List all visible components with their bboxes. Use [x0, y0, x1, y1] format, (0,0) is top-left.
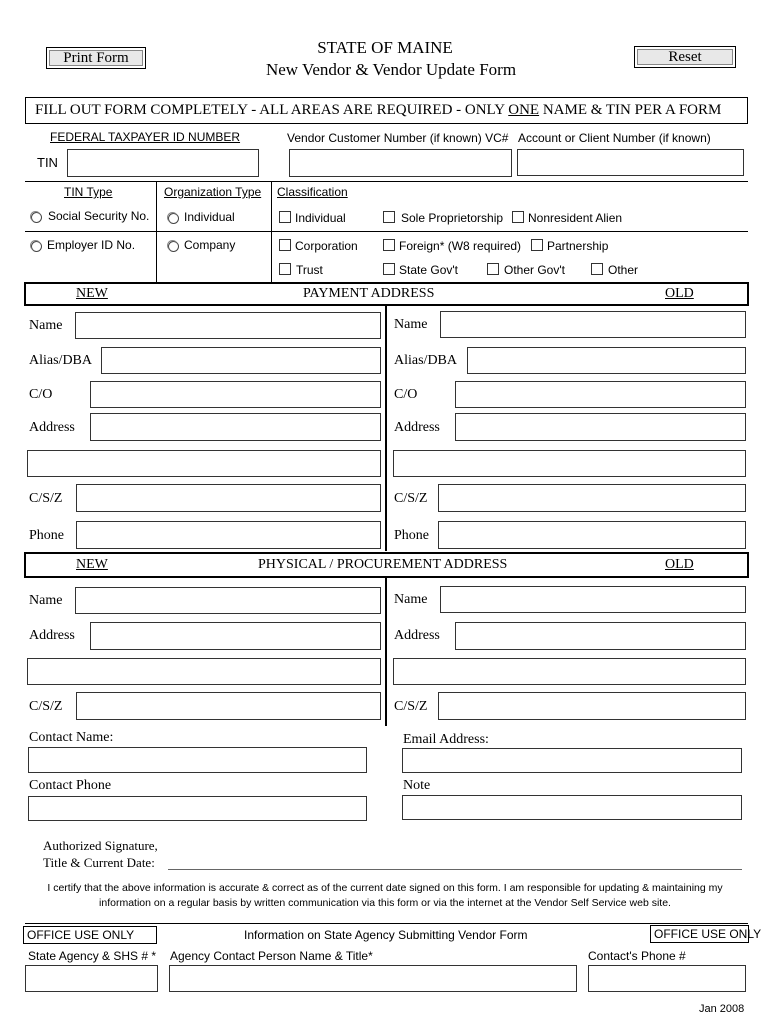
label-nonresident-alien: Nonresident Alien: [528, 211, 623, 225]
payment-new-csz-label: C/S/Z: [29, 491, 63, 506]
office-divider: [25, 923, 748, 924]
label-corporation: Corporation: [295, 239, 358, 253]
payment-new-address-input-1[interactable]: [90, 413, 381, 441]
label-partnership: Partnership: [547, 239, 609, 253]
vendor-customer-label: Vendor Customer Number (if known) VC#: [287, 131, 509, 145]
divider-vertical-2: [271, 181, 272, 283]
checkbox-nonresident-alien[interactable]: [512, 211, 524, 223]
divider-tin-middle: [25, 231, 748, 232]
checkbox-partnership[interactable]: [531, 239, 543, 251]
checkbox-state-gov[interactable]: [383, 263, 395, 275]
checkbox-corporation[interactable]: [279, 239, 291, 251]
authorized-signature-label: Authorized Signature,: [43, 838, 158, 853]
checkbox-class-individual[interactable]: [279, 211, 291, 223]
physical-new-label: NEW: [76, 557, 108, 572]
email-address-input[interactable]: [402, 748, 742, 773]
label-sole-proprietorship: Sole Proprietorship: [401, 211, 504, 225]
tin-input[interactable]: [67, 149, 259, 177]
physical-new-name-input[interactable]: [75, 587, 381, 614]
checkbox-sole-proprietorship[interactable]: [383, 211, 395, 223]
payment-old-csz-input[interactable]: [438, 484, 746, 512]
instructions-one: ONE: [508, 102, 540, 118]
state-agency-input[interactable]: [25, 965, 158, 992]
label-other-gov: Other Gov't: [504, 263, 565, 277]
label-social-security: Social Security No.: [48, 209, 150, 223]
payment-new-alias-input[interactable]: [101, 347, 381, 374]
instructions-part3: NAME & TIN PER A FORM: [539, 102, 722, 118]
physical-center-divider: [385, 578, 387, 726]
divider-vertical-1: [156, 181, 157, 283]
tin-label: TIN: [37, 155, 58, 170]
contacts-phone-input[interactable]: [588, 965, 746, 992]
payment-old-name-input[interactable]: [440, 311, 746, 338]
email-address-label: Email Address:: [403, 732, 489, 747]
signature-line: [168, 869, 742, 870]
physical-new-address-input-1[interactable]: [90, 622, 381, 650]
account-client-number-input[interactable]: [517, 149, 744, 176]
label-trust: Trust: [296, 263, 323, 277]
payment-old-co-label: C/O: [394, 387, 418, 402]
payment-old-phone-input[interactable]: [438, 521, 746, 549]
contact-phone-input[interactable]: [28, 796, 367, 821]
office-use-left-label: OFFICE USE ONLY: [27, 928, 135, 942]
checkbox-trust[interactable]: [279, 263, 291, 275]
federal-taxpayer-label: FEDERAL TAXPAYER ID NUMBER: [50, 130, 241, 144]
label-foreign: Foreign* (W8 required): [399, 239, 522, 253]
radio-employer-id[interactable]: [31, 241, 42, 252]
physical-new-address-input-2[interactable]: [27, 658, 381, 685]
form-revision-date: Jan 2008: [699, 1003, 745, 1015]
office-use-right-label: OFFICE USE ONLY: [654, 927, 762, 941]
physical-old-name-input[interactable]: [440, 586, 746, 613]
checkbox-foreign[interactable]: [383, 239, 395, 251]
payment-new-co-label: C/O: [29, 387, 53, 402]
vendor-customer-number-input[interactable]: [289, 149, 512, 177]
physical-old-label: OLD: [665, 557, 694, 572]
physical-new-name-label: Name: [29, 593, 63, 608]
physical-old-name-label: Name: [394, 592, 428, 607]
contact-name-input[interactable]: [28, 747, 367, 773]
divider-tin-top: [25, 181, 748, 182]
payment-new-name-input[interactable]: [75, 312, 381, 339]
payment-new-address-label: Address: [29, 420, 75, 435]
label-other: Other: [608, 263, 639, 277]
payment-old-co-input[interactable]: [455, 381, 746, 408]
label-state-gov: State Gov't: [399, 263, 458, 277]
agency-info-title: Information on State Agency Submitting Vendor Form: [244, 928, 528, 942]
agency-contact-person-input[interactable]: [169, 965, 577, 992]
physical-old-address-input-2[interactable]: [393, 658, 746, 685]
physical-new-csz-label: C/S/Z: [29, 699, 63, 714]
contacts-phone-label: Contact's Phone #: [588, 949, 686, 963]
payment-old-address-label: Address: [394, 420, 440, 435]
contact-phone-label: Contact Phone: [29, 778, 112, 793]
label-org-company: Company: [184, 238, 236, 252]
instructions-text: [35, 102, 721, 119]
label-class-individual: Individual: [295, 211, 346, 225]
instructions-part1: FILL OUT FORM COMPLETELY - ALL AREAS ARE REQUIRED - ONLY: [35, 102, 509, 118]
tin-type-heading: TIN Type: [64, 185, 113, 199]
radio-org-company[interactable]: [168, 241, 179, 252]
reset-button-label: Reset: [637, 49, 733, 65]
checkbox-other-gov[interactable]: [487, 263, 499, 275]
form-title-state: STATE OF MAINE: [317, 38, 453, 57]
payment-old-csz-label: C/S/Z: [394, 491, 428, 506]
payment-old-alias-label: Alias/DBA: [394, 353, 457, 368]
form-title-name: New Vendor & Vendor Update Form: [265, 60, 517, 79]
organization-type-heading: Organization Type: [164, 185, 262, 199]
payment-center-divider: [385, 306, 387, 551]
payment-new-phone-input[interactable]: [76, 521, 381, 549]
payment-old-phone-label: Phone: [394, 528, 429, 543]
label-org-individual: Individual: [184, 210, 235, 224]
note-label: Note: [403, 778, 431, 793]
payment-new-csz-input[interactable]: [76, 484, 381, 512]
payment-new-co-input[interactable]: [90, 381, 381, 408]
certification-line1: I certify that the above information is accurate & correct as of the current date signed on this form. I am responsible for updating & maintaining my: [47, 882, 723, 894]
payment-old-address-input-2[interactable]: [393, 450, 746, 477]
payment-old-address-input-1[interactable]: [455, 413, 746, 441]
signature-input[interactable]: [168, 848, 742, 869]
radio-social-security[interactable]: [31, 212, 42, 223]
payment-old-alias-input[interactable]: [467, 347, 746, 374]
account-client-label: Account or Client Number (if known): [518, 131, 711, 145]
classification-heading: Classification: [277, 185, 348, 199]
payment-new-alias-label: Alias/DBA: [29, 353, 92, 368]
print-form-button-label: Print Form: [49, 50, 143, 66]
physical-old-csz-label: C/S/Z: [394, 699, 428, 714]
title-current-date-label: Title & Current Date:: [43, 855, 155, 870]
payment-new-label: NEW: [76, 286, 108, 301]
physical-new-address-label: Address: [29, 628, 75, 643]
contact-name-label: Contact Name:: [29, 730, 114, 745]
physical-old-csz-input[interactable]: [438, 692, 746, 720]
physical-old-address-label: Address: [394, 628, 440, 643]
payment-new-name-label: Name: [29, 318, 63, 333]
state-agency-label: State Agency & SHS # *: [28, 949, 157, 963]
payment-old-label: OLD: [665, 286, 694, 301]
checkbox-other[interactable]: [591, 263, 603, 275]
label-employer-id: Employer ID No.: [47, 238, 136, 252]
payment-new-phone-label: Phone: [29, 528, 64, 543]
note-input[interactable]: [402, 795, 742, 820]
physical-old-address-input-1[interactable]: [455, 622, 746, 650]
payment-address-title: PAYMENT ADDRESS: [303, 286, 435, 301]
payment-old-name-label: Name: [394, 317, 428, 332]
payment-new-address-input-2[interactable]: [27, 450, 381, 477]
certification-line2: information on a regular basis by written communication via this form or via the internet at the Vendor Self Service web site.: [99, 897, 671, 909]
physical-new-csz-input[interactable]: [76, 692, 381, 720]
radio-org-individual[interactable]: [168, 213, 179, 224]
agency-contact-person-label: Agency Contact Person Name & Title*: [170, 949, 373, 963]
physical-address-title: PHYSICAL / PROCUREMENT ADDRESS: [258, 557, 508, 572]
